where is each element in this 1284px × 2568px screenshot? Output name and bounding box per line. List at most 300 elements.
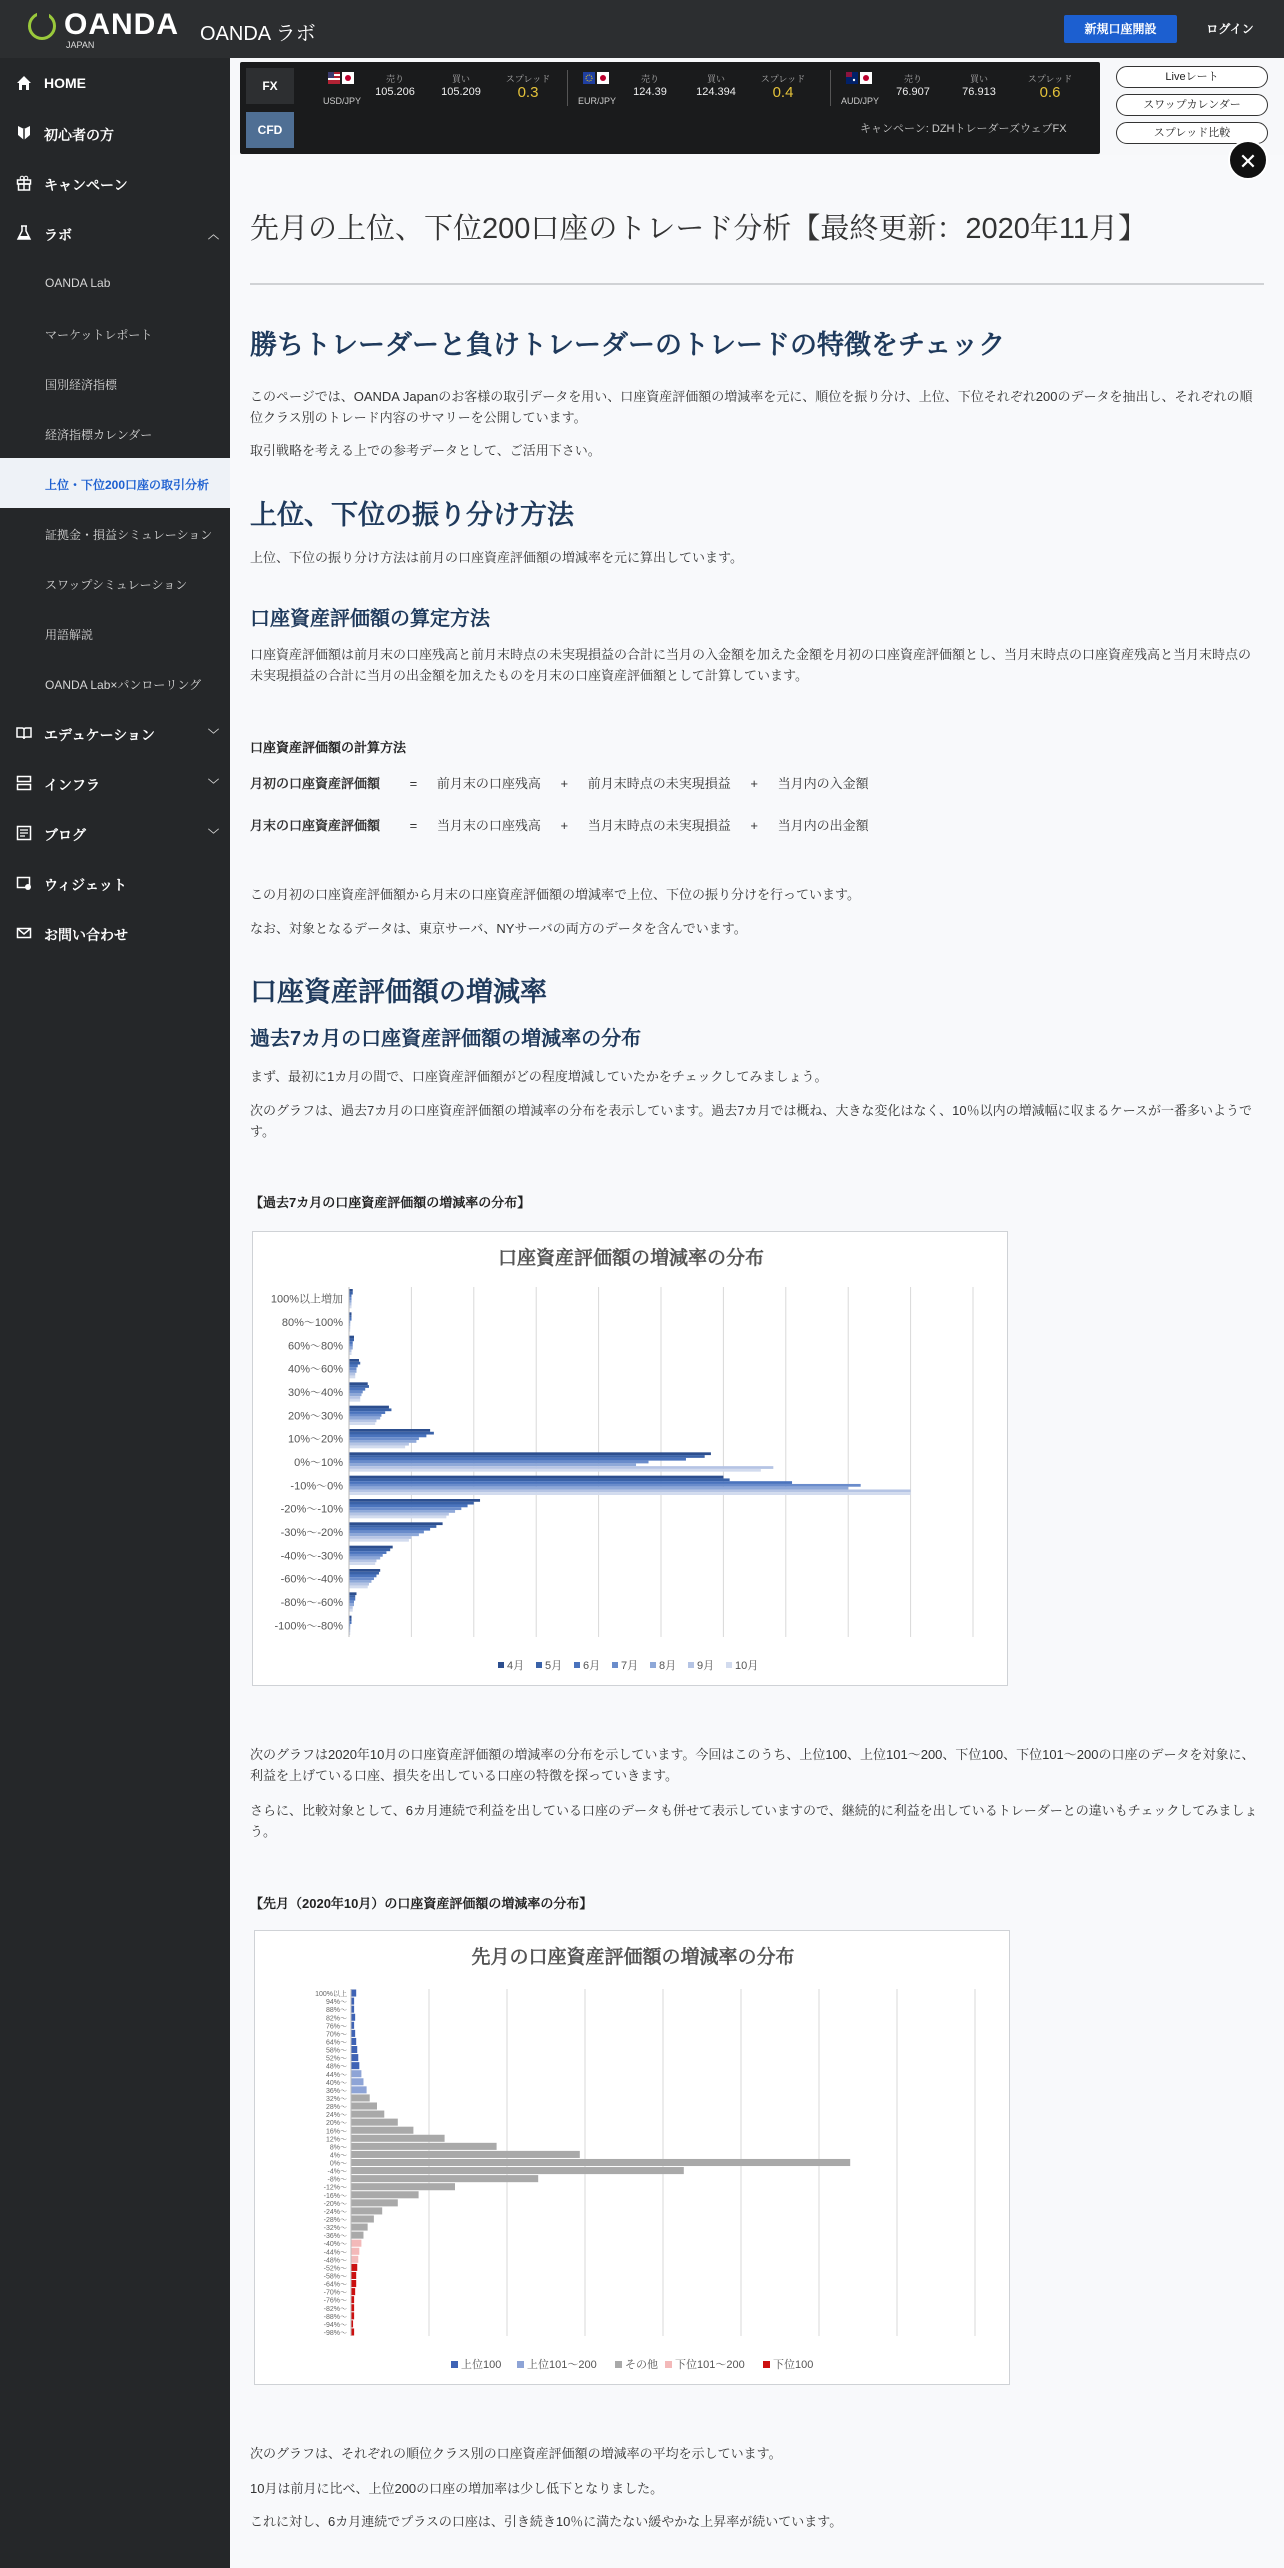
legend-swatch: [665, 2361, 672, 2368]
bid-value: 105.206: [375, 86, 415, 98]
sidebar: [0, 58, 230, 2568]
bar: [349, 1469, 761, 1472]
bar: [349, 1505, 468, 1508]
bar: [349, 1367, 356, 1370]
bar: [349, 1528, 430, 1531]
oanda-logo[interactable]: [28, 10, 178, 50]
bar: [351, 1990, 356, 1997]
bar: [351, 2038, 356, 2045]
bar: [349, 1359, 359, 1362]
rate-usdjpy[interactable]: [320, 68, 570, 108]
sidebar-sub-top-bottom-analysis[interactable]: [0, 458, 230, 508]
bar: [349, 1406, 389, 1409]
y-tick-label: -82%～: [323, 2305, 347, 2313]
bar: [349, 1422, 375, 1425]
legend-swatch: [574, 1662, 580, 1668]
bar: [349, 1569, 380, 1572]
sidebar-sub-country-indicators[interactable]: [0, 358, 230, 408]
y-tick-label: -8%～: [327, 2176, 347, 2184]
bar: [351, 2256, 358, 2263]
bar: [349, 1437, 419, 1440]
bar: [349, 1580, 371, 1583]
formula-plus: +: [750, 818, 758, 833]
bar: [349, 1341, 353, 1344]
ask-label: 買い: [451, 74, 470, 84]
y-tick-label: 0%～: [329, 2160, 347, 2168]
y-tick-label: -20%～-10%: [280, 1503, 343, 1516]
tab-fx[interactable]: FX: [246, 68, 294, 104]
bar: [349, 1598, 355, 1601]
sidebar-item-campaign[interactable]: [0, 158, 230, 208]
paragraph: 取引戦略を考える上での参考データとして、ご活用下さい。: [250, 443, 601, 458]
paragraph: 上位、下位の振り分け方法は前月の口座資産評価額の増減率を元に算出しています。: [250, 550, 743, 565]
spread-value: 0.6: [1039, 84, 1061, 101]
formula-plus: +: [560, 818, 569, 833]
y-tick-label: 4%～: [329, 2152, 347, 2160]
spread-compare-button[interactable]: スプレッド比較: [1116, 122, 1268, 144]
bar: [349, 1536, 411, 1539]
bar: [351, 2111, 384, 2118]
bar: [349, 1489, 911, 1492]
y-tick-label: -60%～-40%: [280, 1573, 343, 1586]
chart-caption: 【先月（2020年10月）の口座資産評価額の増減率の分布】: [250, 1896, 593, 1911]
y-tick-label: -70%～: [323, 2289, 347, 2297]
paragraph: このページでは、OANDA Japanのお客様の取引データを用い、口座資産評価額の増減率を元に、順位を振り分け、上位、下位それぞれ200のデータを抽出し、それぞれの順位クラス別のトレード内容のサマリーを公開しています。: [250, 389, 1253, 425]
legend-swatch: [763, 2361, 770, 2368]
bar: [349, 1446, 405, 1449]
bar: [351, 2175, 538, 2182]
formula-eq: =: [409, 776, 418, 791]
sidebar-sub-label: マーケットレポート: [45, 328, 153, 342]
bar: [349, 1484, 861, 1487]
chart-svg: [253, 1232, 1009, 1687]
y-tick-label: 8%～: [329, 2144, 347, 2152]
bar: [351, 2248, 359, 2255]
y-tick-label: 16%～: [325, 2128, 347, 2136]
ask-value: 76.913: [962, 86, 996, 98]
bar: [349, 1385, 369, 1388]
chart-svg: [255, 1931, 1011, 2386]
sidebar-sub-label: 証拠金・損益シミュレーション: [45, 528, 213, 542]
legend-swatch: [612, 1662, 618, 1668]
bar: [349, 1373, 355, 1376]
y-tick-label: 76%～: [325, 2023, 347, 2031]
sidebar-item-label: HOME: [44, 75, 86, 91]
chart-title: 先月の口座資産評価額の増減率の分布: [471, 1947, 795, 1968]
ask-label: 買い: [706, 74, 725, 84]
logo-subtext: JAPAN: [66, 40, 95, 50]
login-button[interactable]: ログイン: [1206, 22, 1254, 36]
bar: [351, 2030, 355, 2037]
sidebar-item-label: ウィジェット: [44, 877, 127, 893]
bar: [349, 1481, 792, 1484]
bar: [349, 1347, 353, 1350]
y-tick-label: -98%～: [323, 2330, 347, 2337]
flask-icon: [16, 225, 32, 241]
section-heading: 上位、下位の振り分け方法: [250, 500, 574, 530]
ask-value: 124.394: [696, 86, 736, 98]
formula-label: 月末の口座資産評価額: [250, 818, 381, 833]
bar: [349, 1365, 358, 1368]
spread-value: 0.3: [517, 84, 539, 101]
chart-title: 口座資産評価額の増減率の分布: [497, 1248, 765, 1269]
legend-swatch: [650, 1662, 656, 1668]
subsection-heading: 過去7カ月の口座資産評価額の増減率の分布: [250, 1028, 642, 1050]
bar: [351, 2159, 850, 2166]
sidebar-sub-margin-simulation[interactable]: [0, 508, 230, 558]
bar: [351, 2224, 368, 2231]
spread-label: スプレッド: [1027, 74, 1073, 84]
bar: [351, 2135, 445, 2142]
bar: [349, 1583, 369, 1586]
close-button[interactable]: ✕: [1228, 140, 1268, 180]
bar: [349, 1507, 461, 1510]
legend-label: 9月: [697, 1660, 715, 1672]
bar: [349, 1557, 380, 1560]
bar: [351, 2264, 357, 2271]
formula-end: [250, 815, 877, 834]
sidebar-item-label: キャンペーン: [44, 177, 128, 193]
sidebar-sub-swap-simulation[interactable]: [0, 558, 230, 608]
bar: [349, 1603, 354, 1606]
bar: [349, 1336, 354, 1339]
rate-audjpy[interactable]: [838, 68, 1098, 108]
swap-calendar-button[interactable]: スワップカレンダー: [1116, 94, 1268, 116]
y-tick-label: 20%～: [325, 2120, 347, 2128]
paragraph: これに対し、6カ月連続でプラスの口座は、引き続き10％に満たない緩やかな上昇率が続いています。: [250, 2514, 843, 2529]
bar: [349, 1525, 436, 1528]
y-tick-label: 94%～: [325, 1999, 347, 2007]
oanda-logo-mark-icon: [28, 12, 56, 40]
bar: [349, 1382, 368, 1385]
y-tick-label: 12%～: [325, 2136, 347, 2144]
y-tick-label: -88%～: [323, 2313, 347, 2321]
y-tick-label: -94%～: [323, 2321, 347, 2329]
page-title: 先月の上位、下位200口座のトレード分析【最終更新：2020年11月】: [250, 213, 1148, 245]
bar: [349, 1399, 360, 1402]
sidebar-item-home[interactable]: [0, 58, 230, 108]
bar: [351, 2215, 374, 2222]
spread-label: スプレッド: [505, 74, 551, 84]
bar: [349, 1391, 363, 1394]
y-tick-label: -30%～-20%: [280, 1527, 343, 1539]
y-tick-label: -58%～: [323, 2273, 347, 2281]
bar: [349, 1452, 711, 1455]
logo-text: OANDA: [64, 8, 179, 41]
legend-swatch: [498, 1662, 504, 1668]
bid-value: 76.907: [896, 86, 930, 98]
sidebar-sub-panrolling[interactable]: [0, 658, 230, 708]
y-tick-label: 28%～: [325, 2104, 347, 2112]
legend-label: 7月: [621, 1660, 639, 1672]
bar: [349, 1461, 649, 1464]
site-title[interactable]: OANDA ラボ: [200, 23, 316, 45]
bar: [351, 2119, 398, 2126]
chart-caption: 【過去7カ月の口座資産評価額の増減率の分布】: [250, 1195, 531, 1210]
sidebar-sub-label: OANDA Lab: [45, 276, 111, 290]
pair-name: USD/JPY: [322, 96, 361, 106]
legend-swatch: [615, 2361, 622, 2368]
bar: [351, 2207, 382, 2214]
top-header: [0, 0, 1284, 58]
home-icon: [16, 75, 32, 91]
legend-label: 6月: [583, 1660, 601, 1672]
bar: [349, 1455, 705, 1458]
y-tick-label: 60%～80%: [287, 1340, 343, 1353]
au-jp-flag-icon: [846, 72, 872, 84]
bar: [349, 1432, 434, 1435]
bar: [349, 1443, 409, 1446]
ask-label: 買い: [969, 74, 988, 84]
bar: [349, 1388, 365, 1391]
y-tick-label: -48%～: [323, 2257, 347, 2265]
y-tick-label: 44%～: [325, 2071, 347, 2079]
live-rate-button[interactable]: Liveレート: [1116, 66, 1268, 88]
sidebar-item-blog[interactable]: [0, 808, 230, 858]
paragraph: さらに、比較対象として、6カ月連続で利益を出している口座のデータも併せて表示していますので、継続的に利益を出しているトレーダーとの違いもチェックしてみましょう。: [250, 1803, 1258, 1839]
paragraph: 口座資産評価額は前月末の口座残高と前月末時点の未実現損益の合計に当月の入金額を加えた金額を月初の口座資産評価額とし、当月末時点の口座資産残高と当月末時点の未実現損益の合計に当月の出金額を加えたものを月末の口座資産評価額として計算しています。: [250, 647, 1252, 683]
legend-label: 下位100: [773, 2359, 814, 2371]
pair-name: EUR/JPY: [577, 96, 616, 106]
chevron-down-icon: ﹀: [208, 829, 219, 841]
y-tick-label: 0%～10%: [294, 1457, 343, 1469]
bar: [349, 1606, 353, 1609]
y-tick-label: -32%～: [323, 2225, 347, 2233]
y-tick-label: -40%～: [323, 2241, 347, 2249]
sidebar-sub-label: スワップシミュレーション: [45, 578, 188, 592]
legend-swatch: [688, 1662, 694, 1668]
y-tick-label: 82%～: [325, 2015, 347, 2023]
gift-icon: [16, 175, 32, 191]
paragraph: 次のグラフは2020年10月の口座資産評価額の増減率の分布を示しています。今回はこのうち、上位100、上位101～200、下位100、下位101～200の口座のデータを対象に、利益を上げている口座、損失を出している口座の特徴を探っていきます。: [250, 1747, 1255, 1783]
chart-distribution-last-month: [254, 1930, 1010, 2385]
legend-label: 5月: [545, 1660, 563, 1672]
divider: [567, 70, 568, 106]
section-heading: 口座資産評価額の増減率: [250, 977, 547, 1007]
rate-eurjpy[interactable]: [575, 68, 825, 108]
bar: [349, 1522, 443, 1525]
bar: [351, 2143, 497, 2150]
bar: [349, 1592, 356, 1595]
bar: [351, 2280, 356, 2287]
sidebar-sub-label: 上位・下位200口座の取引分析: [45, 478, 210, 492]
y-tick-label: 100%以上: [315, 1991, 347, 1999]
sidebar-item-label: ブログ: [44, 827, 86, 843]
bar: [349, 1435, 426, 1438]
paragraph: 10月は前月に比べ、上位200の口座の増加率は少し低下となりました。: [250, 2481, 664, 2496]
bar: [349, 1487, 848, 1490]
y-tick-label: 30%～40%: [287, 1387, 343, 1399]
bid-value: 124.39: [633, 86, 667, 98]
formula-plus: +: [750, 776, 758, 791]
subsection-heading: 口座資産評価額の算定方法: [250, 608, 490, 630]
bar: [349, 1408, 391, 1411]
y-tick-label: 20%～30%: [287, 1410, 343, 1423]
sidebar-item-contact[interactable]: [0, 908, 230, 958]
bar: [351, 2288, 355, 2295]
y-tick-label: -40%～-30%: [280, 1550, 343, 1563]
y-tick-label: 40%～: [325, 2079, 347, 2087]
bar: [349, 1344, 353, 1347]
eu-jp-flag-icon: [583, 72, 609, 84]
y-tick-label: 48%～: [325, 2063, 347, 2071]
bar: [351, 2054, 358, 2061]
legend-label: 上位101～200: [527, 2359, 597, 2371]
y-tick-label: 24%～: [325, 2112, 347, 2120]
paragraph: 次のグラフは、過去7カ月の口座資産評価額の増減率の分布を表示しています。過去7カ月では概ね、大きな変化はなく、10％以内の増減幅に収まるケースが一番多いようです。: [250, 1103, 1252, 1139]
sidebar-sub-label: 経済指標カレンダー: [45, 428, 153, 442]
sidebar-sub-label: OANDA Lab×パンローリング: [45, 678, 202, 692]
bar: [349, 1513, 449, 1516]
legend-label: 10月: [735, 1660, 759, 1672]
formula-label: 月初の口座資産評価額: [250, 776, 381, 791]
mail-icon: [16, 925, 32, 941]
bar: [351, 2240, 361, 2247]
calc-heading: 口座資産評価額の計算方法: [250, 740, 407, 755]
bar: [349, 1595, 355, 1598]
bar: [349, 1572, 379, 1575]
sidebar-item-lab[interactable]: [0, 208, 230, 258]
tab-cfd[interactable]: CFD: [246, 112, 294, 148]
sidebar-item-label: お問い合わせ: [44, 927, 128, 943]
bar: [349, 1466, 773, 1469]
y-tick-label: -36%～: [323, 2233, 347, 2241]
bar: [349, 1411, 385, 1414]
bar: [351, 2062, 359, 2069]
bar: [351, 2272, 356, 2279]
bar: [349, 1440, 416, 1443]
section-heading: 勝ちトレーダーと負けトレーダーのトレードの特徴をチェック: [250, 330, 1006, 360]
bar: [349, 1609, 353, 1612]
y-tick-label: 88%～: [325, 2007, 347, 2015]
bar: [349, 1586, 368, 1589]
y-tick-label: -24%～: [323, 2208, 347, 2216]
y-tick-label: 10%～20%: [287, 1433, 343, 1446]
y-tick-label: 40%～60%: [287, 1363, 343, 1376]
sidebar-sub-oanda-lab[interactable]: [0, 258, 230, 308]
sidebar-sub-glossary[interactable]: [0, 608, 230, 658]
bar: [351, 2086, 367, 2093]
sidebar-item-label: ラボ: [44, 227, 72, 243]
bar: [349, 1396, 360, 1399]
bar: [349, 1575, 376, 1578]
bar: [349, 1562, 375, 1565]
bar: [349, 1554, 383, 1557]
bar: [349, 1510, 455, 1513]
formula-term: 当月末の口座残高: [436, 818, 541, 833]
y-tick-label: -100%～-80%: [274, 1620, 343, 1633]
bar: [349, 1516, 446, 1519]
formula-term: 当月内の出金額: [777, 818, 869, 833]
y-tick-label: -12%～: [323, 2184, 347, 2192]
campaign-ticker[interactable]: キャンペーン: DZHトレーダーズウェブFX: [860, 123, 1067, 135]
bar: [349, 1419, 376, 1422]
chart-distribution-7months: [252, 1231, 1008, 1686]
sidebar-item-education[interactable]: [0, 708, 230, 758]
bar: [351, 2183, 455, 2190]
bar: [349, 1539, 409, 1542]
sidebar-item-infra[interactable]: [0, 758, 230, 808]
bar: [349, 1551, 386, 1554]
bar: [349, 1417, 380, 1420]
y-tick-label: 64%～: [325, 2039, 347, 2047]
sidebar-item-beginner[interactable]: [0, 108, 230, 158]
paragraph: 次のグラフは、それぞれの順位クラス別の口座資産評価額の増減率の平均を示しています。: [250, 2446, 782, 2461]
y-tick-label: 80%～100%: [281, 1317, 343, 1329]
beginner-icon: [16, 125, 32, 141]
legend-swatch: [517, 2361, 524, 2368]
y-tick-label: -10%～0%: [290, 1480, 343, 1493]
spread-label: スプレッド: [760, 74, 806, 84]
bar: [351, 2094, 370, 2101]
bar: [351, 2199, 398, 2206]
bar: [349, 1559, 376, 1562]
y-tick-label: -52%～: [323, 2265, 347, 2273]
bar: [349, 1376, 355, 1379]
sidebar-sub-label: 国別経済指標: [45, 378, 118, 392]
bar: [349, 1546, 393, 1549]
y-tick-label: -28%～: [323, 2217, 347, 2225]
bar: [349, 1476, 723, 1479]
ask-value: 105.209: [441, 86, 481, 98]
legend-label: 8月: [659, 1660, 677, 1672]
bar: [349, 1292, 353, 1295]
legend-label: その他: [625, 2359, 658, 2371]
bar: [351, 2191, 419, 2198]
bar: [349, 1289, 353, 1292]
pair-name: AUD/JPY: [840, 96, 879, 106]
bar: [349, 1548, 390, 1551]
bar: [349, 1502, 474, 1505]
bid-label: 売り: [385, 74, 404, 84]
y-tick-label: -16%～: [323, 2192, 347, 2200]
bar: [349, 1499, 480, 1502]
bar: [351, 2078, 363, 2085]
legend-swatch: [451, 2361, 458, 2368]
us-jp-flag-icon: [328, 72, 354, 84]
rate-ticker: [240, 62, 1100, 154]
open-account-button[interactable]: 新規口座開設: [1064, 15, 1177, 43]
bar: [349, 1492, 911, 1495]
bar: [351, 2014, 355, 2021]
y-tick-label: 52%～: [325, 2055, 347, 2063]
bar: [349, 1429, 430, 1432]
sidebar-sub-label: 用語解説: [45, 628, 94, 642]
legend-swatch: [536, 1662, 542, 1668]
legend-swatch: [726, 1662, 732, 1668]
formula-term: 当月内の入金額: [777, 776, 869, 791]
bid-label: 売り: [640, 74, 659, 84]
paragraph: この月初の口座資産評価額から月末の口座資産評価額の増減率で上位、下位の振り分けを行っています。: [250, 887, 860, 902]
y-tick-label: -4%～: [327, 2168, 347, 2176]
sidebar-sub-indicator-calendar[interactable]: [0, 408, 230, 458]
bar: [349, 1577, 374, 1580]
y-tick-label: -44%～: [323, 2249, 347, 2257]
sidebar-item-label: エデュケーション: [44, 727, 156, 743]
formula-term: 当月末時点の未実現損益: [587, 818, 731, 833]
sidebar-item-widget[interactable]: [0, 858, 230, 908]
bar: [351, 2102, 377, 2109]
divider: [830, 70, 831, 106]
paragraph: なお、対象となるデータは、東京サーバ、NYサーバの両方のデータを含んでいます。: [250, 921, 747, 936]
bar: [351, 2151, 580, 2158]
y-tick-label: -80%～-60%: [280, 1597, 343, 1609]
formula-eq: =: [409, 818, 418, 833]
sidebar-sub-market-report[interactable]: [0, 308, 230, 358]
formula-plus: +: [560, 776, 569, 791]
bar: [349, 1478, 730, 1481]
bar: [349, 1338, 354, 1341]
